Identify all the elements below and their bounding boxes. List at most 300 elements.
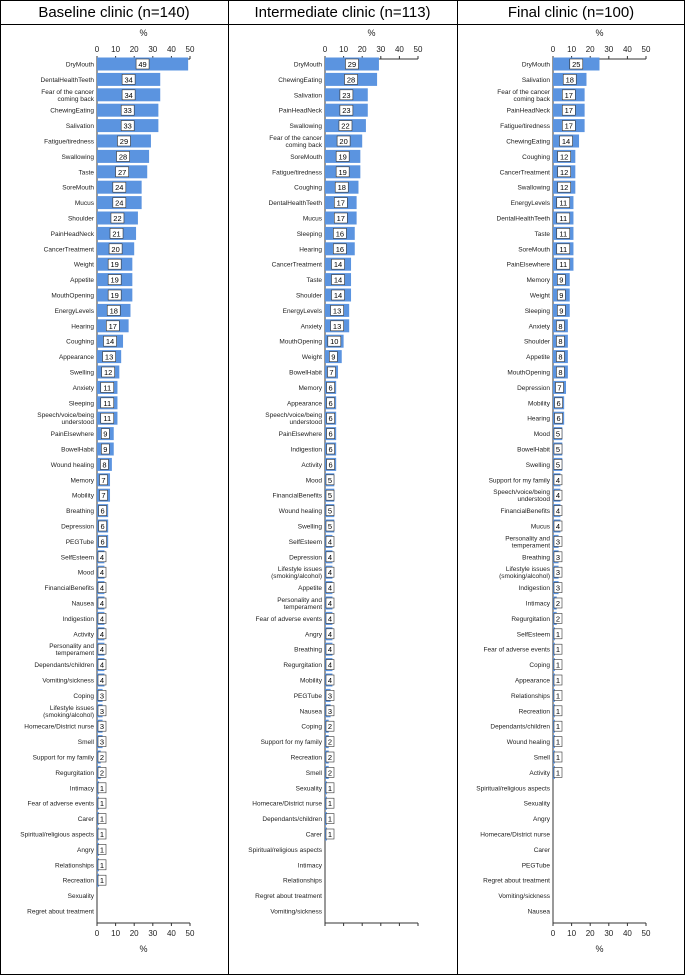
data-label: 2	[555, 599, 561, 608]
data-label: 1	[99, 876, 105, 886]
category-label: Mucus	[74, 200, 94, 208]
data-label: 21	[112, 229, 121, 239]
category-label: Vomiting/sickness	[498, 893, 550, 901]
data-label: 3	[555, 552, 561, 562]
category-label: Fear of the cancer	[41, 88, 94, 96]
data-label: 19	[338, 152, 347, 162]
category-label: MouthOpening	[279, 338, 322, 346]
data-label: 1	[327, 830, 333, 839]
x-tick-label-bottom: 40	[166, 929, 176, 938]
category-label: PainElsewhere	[506, 261, 550, 269]
data-label: 4	[555, 522, 561, 531]
data-label: 14	[333, 275, 343, 285]
category-label: Fatigue/tiredness	[500, 123, 550, 131]
data-label: 6	[328, 429, 333, 439]
data-label: 13	[332, 321, 342, 331]
data-label: 5	[555, 445, 561, 454]
category-label: Salivation	[293, 92, 322, 100]
category-label: coming back	[285, 142, 322, 149]
data-label: 1	[99, 860, 105, 870]
category-label: Regret about treatment	[27, 908, 94, 916]
x-tick-label-top: 50	[185, 45, 195, 54]
category-label: SelfEsteem	[516, 631, 550, 639]
category-label: Wound healing	[278, 508, 322, 516]
data-label: 16	[335, 229, 345, 239]
data-label: 6	[328, 398, 333, 408]
panel-title-intermediate: Intermediate clinic (n=113)	[254, 4, 431, 21]
x-tick-label-top: 10	[567, 45, 577, 54]
data-label: 14	[561, 137, 571, 146]
category-label: Taste	[306, 277, 322, 285]
data-label: 25	[572, 60, 581, 69]
category-label: CancerTreatment	[43, 246, 94, 254]
data-label: 4	[327, 599, 333, 608]
category-label: SoreMouth	[518, 246, 550, 254]
category-label: DryMouth	[293, 61, 322, 69]
category-label: Mobility	[527, 400, 550, 408]
category-label: Recreation	[62, 877, 94, 885]
category-label: Breathing	[66, 508, 94, 516]
category-label: understood	[289, 419, 322, 427]
data-label: 16	[335, 244, 345, 254]
data-label: 22	[113, 214, 122, 223]
x-axis-label-bottom: %	[139, 944, 148, 954]
category-label: Swelling	[297, 523, 322, 531]
data-label: 2	[327, 768, 333, 778]
category-label: Memory	[70, 477, 94, 485]
data-label: 6	[328, 460, 333, 470]
category-label: Spiritual/religious aspects	[248, 846, 322, 854]
data-label: 4	[99, 583, 105, 593]
category-label: Regret about treatment	[255, 893, 322, 901]
data-label: 4	[327, 614, 333, 624]
category-label: CancerTreatment	[499, 169, 550, 177]
data-label: 4	[99, 614, 105, 624]
category-label: (smoking/alcohol)	[43, 711, 94, 719]
data-label: 4	[327, 583, 333, 593]
data-label: 9	[103, 429, 108, 439]
data-label: 1	[555, 629, 561, 639]
category-label: Activity	[73, 631, 94, 639]
data-label: 19	[338, 167, 347, 177]
category-label: Swallowing	[289, 123, 322, 131]
data-label: 3	[555, 583, 561, 593]
category-label: Intimacy	[525, 600, 550, 608]
x-tick-label-top: 10	[111, 45, 121, 54]
x-tick-label-top: 20	[585, 45, 595, 54]
category-label: PainHeadNeck	[278, 107, 322, 115]
category-label: Support for my family	[488, 477, 550, 485]
data-label: 7	[557, 383, 562, 393]
category-label: EnergyLevels	[54, 307, 94, 315]
category-label: understood	[61, 419, 94, 427]
x-tick-label-top: 0	[550, 45, 556, 54]
data-label: 9	[103, 445, 108, 454]
data-label: 4	[327, 552, 333, 562]
data-label: 5	[327, 506, 333, 516]
data-label: 5	[555, 460, 561, 470]
category-label: Salivation	[521, 76, 550, 84]
data-label: 8	[558, 337, 563, 347]
data-label: 9	[559, 306, 564, 316]
category-label: DentalHealthTeeth	[40, 76, 94, 84]
data-label: 1	[327, 783, 333, 793]
data-label: 17	[564, 121, 573, 131]
data-label: 6	[556, 398, 561, 408]
data-label: 22	[341, 121, 350, 131]
category-label: Regret about treatment	[483, 877, 550, 885]
category-label: Smell	[77, 739, 94, 747]
data-label: 17	[108, 321, 117, 331]
category-label: Activity	[301, 461, 322, 469]
category-label: Smell	[305, 769, 322, 777]
category-label: Mood	[533, 431, 550, 439]
data-label: 13	[104, 352, 114, 362]
data-label: 9	[559, 275, 564, 285]
data-label: 4	[555, 491, 561, 501]
data-label: 4	[327, 645, 333, 655]
category-label: Indigestion	[290, 446, 322, 454]
data-label: 18	[109, 306, 118, 316]
x-tick-label-bottom: 50	[185, 929, 195, 938]
data-label: 6	[556, 414, 561, 424]
category-label: Memory	[298, 384, 322, 392]
category-label: understood	[517, 496, 550, 504]
category-label: Recreation	[518, 708, 550, 716]
category-label: Hearing	[299, 246, 322, 254]
data-label: 3	[327, 706, 333, 716]
data-label: 4	[327, 660, 333, 670]
data-label: 4	[99, 645, 105, 655]
category-label: CancerTreatment	[271, 261, 322, 269]
data-label: 11	[559, 244, 568, 254]
data-label: 2	[555, 614, 561, 624]
category-label: Coping	[529, 662, 550, 670]
x-tick-label-top: 50	[413, 45, 423, 54]
data-label: 6	[100, 522, 105, 531]
category-label: Shoulder	[523, 338, 550, 346]
data-label: 9	[331, 352, 336, 362]
category-label: Taste	[534, 230, 550, 238]
category-label: Speech/voice/being	[493, 489, 550, 497]
x-axis-label-bottom: %	[595, 944, 604, 954]
category-label: Personality and	[277, 597, 322, 604]
data-label: 12	[559, 152, 569, 162]
category-label: Mood	[77, 569, 94, 577]
category-label: Fear of the cancer	[269, 135, 322, 142]
data-label: 1	[99, 814, 105, 824]
category-label: ChewingEating	[506, 138, 550, 146]
category-label: PainElsewhere	[50, 431, 94, 439]
category-label: EnergyLevels	[282, 307, 322, 315]
data-label: 3	[99, 706, 105, 716]
category-label: Indigestion	[62, 615, 94, 623]
panel-title-baseline: Baseline clinic (n=140)	[38, 4, 190, 21]
category-label: temperament	[283, 604, 322, 611]
data-label: 7	[329, 368, 334, 377]
data-label: 3	[99, 737, 105, 747]
category-label: Breathing	[522, 554, 550, 562]
data-label: 4	[327, 676, 333, 685]
category-label: Intimacy	[69, 785, 94, 793]
data-label: 23	[342, 106, 351, 116]
category-label: Depression	[289, 554, 322, 562]
category-label: Breathing	[294, 646, 322, 654]
category-label: Memory	[526, 277, 550, 285]
data-label: 4	[555, 475, 561, 485]
category-label: Taste	[78, 169, 94, 177]
data-label: 2	[327, 737, 333, 747]
category-label: SoreMouth	[62, 184, 94, 192]
category-label: Swelling	[69, 369, 94, 377]
category-label: Mobility	[299, 677, 322, 685]
data-label: 11	[559, 260, 568, 270]
category-label: Personality and	[49, 643, 94, 651]
category-label: Mucus	[530, 523, 550, 531]
x-tick-label-top: 0	[94, 45, 100, 54]
category-label: PainHeadNeck	[50, 230, 94, 238]
data-label: 29	[347, 60, 357, 69]
category-label: Relationships	[282, 877, 322, 885]
data-label: 2	[99, 753, 105, 762]
category-label: Carer	[77, 816, 94, 824]
data-label: 11	[559, 214, 568, 223]
x-tick-label-bottom: 0	[94, 929, 100, 938]
category-label: Sleeping	[524, 307, 550, 315]
category-label: MouthOpening	[51, 292, 94, 300]
data-label: 1	[555, 676, 561, 685]
category-label: Angry	[77, 846, 94, 854]
data-label: 3	[555, 568, 561, 578]
data-label: 2	[327, 753, 333, 762]
data-label: 28	[118, 152, 128, 162]
data-label: 8	[558, 321, 563, 331]
category-label: coming back	[513, 95, 550, 103]
data-label: 17	[336, 198, 345, 208]
data-label: 11	[103, 414, 112, 424]
category-label: PainHeadNeck	[506, 107, 550, 115]
data-label: 17	[336, 214, 345, 223]
category-label: Swallowing	[517, 184, 550, 192]
x-tick-label-top: 40	[394, 45, 404, 54]
category-label: coming back	[57, 95, 94, 103]
category-label: Depression	[517, 384, 550, 392]
category-label: Sleeping	[68, 400, 94, 408]
category-label: Support for my family	[260, 739, 322, 747]
category-label: PainElsewhere	[278, 431, 322, 439]
category-label: DentalHealthTeeth	[268, 200, 322, 208]
category-label: Dependants/children	[262, 816, 322, 824]
category-label: Anxiety	[300, 323, 322, 331]
category-label: Relationships	[510, 692, 550, 700]
x-tick-label-top: 20	[129, 45, 139, 54]
data-label: 4	[327, 537, 333, 547]
category-label: Fear of adverse events	[27, 800, 94, 808]
x-tick-label-bottom: 10	[111, 929, 121, 938]
category-label: Speech/voice/being	[37, 412, 94, 420]
category-label: MouthOpening	[507, 369, 550, 377]
category-label: Speech/voice/being	[265, 412, 322, 420]
category-label: Nausea	[527, 908, 550, 916]
x-tick-label-top: 30	[376, 45, 386, 54]
category-label: Nausea	[71, 600, 94, 608]
data-label: 28	[346, 75, 356, 85]
category-label: Coughing	[66, 338, 94, 346]
data-label: 2	[99, 768, 105, 778]
data-label: 3	[99, 691, 105, 701]
x-tick-label-top: 40	[622, 45, 632, 54]
data-label: 1	[99, 783, 105, 793]
category-label: Weight	[301, 354, 322, 362]
data-label: 2	[327, 722, 333, 732]
data-label: 9	[559, 291, 564, 300]
data-label: 17	[564, 90, 573, 100]
category-label: Coughing	[522, 153, 550, 161]
x-tick-label-bottom: 30	[604, 929, 614, 938]
category-label: Fear of adverse events	[483, 646, 550, 654]
data-label: 1	[555, 660, 561, 670]
data-label: 1	[327, 814, 333, 824]
category-label: Fear of the cancer	[497, 88, 550, 96]
data-label: 6	[328, 414, 333, 424]
data-label: 34	[124, 90, 133, 100]
x-tick-label-top: 50	[641, 45, 651, 54]
data-label: 3	[555, 537, 561, 547]
data-label: 4	[327, 568, 333, 578]
data-label: 1	[99, 845, 105, 855]
category-label: Coping	[301, 723, 322, 731]
data-label: 20	[111, 244, 120, 254]
category-label: PEGTube	[521, 862, 550, 870]
x-tick-label-bottom: 40	[622, 929, 632, 938]
category-label: Lifestyle issues	[277, 566, 322, 574]
data-label: 4	[99, 676, 105, 685]
x-tick-label-bottom: 50	[641, 929, 651, 938]
data-label: 5	[327, 475, 333, 485]
category-label: EnergyLevels	[510, 200, 550, 208]
x-tick-label-top: 30	[148, 45, 158, 54]
data-label: 33	[123, 121, 132, 131]
category-label: (smoking/alcohol)	[499, 573, 550, 581]
category-label: Depression	[61, 523, 94, 531]
data-label: 5	[327, 522, 333, 531]
data-label: 11	[559, 229, 568, 239]
data-label: 4	[555, 506, 561, 516]
category-label: SoreMouth	[290, 153, 322, 161]
data-label: 1	[555, 722, 561, 732]
category-label: Appetite	[526, 354, 550, 362]
category-label: Appearance	[514, 677, 550, 685]
category-label: Intimacy	[297, 862, 322, 870]
x-tick-label-top: 30	[604, 45, 614, 54]
data-label: 5	[555, 429, 561, 439]
category-label: DryMouth	[65, 61, 94, 69]
data-label: 1	[99, 830, 105, 839]
category-label: Sexuality	[523, 800, 550, 808]
data-label: 3	[327, 691, 333, 701]
data-label: 17	[564, 106, 573, 116]
category-label: Swelling	[525, 461, 550, 469]
data-label: 11	[559, 198, 568, 208]
category-label: Coping	[73, 692, 94, 700]
category-label: Anxiety	[528, 323, 550, 331]
category-label: Shoulder	[67, 215, 94, 223]
data-label: 3	[99, 722, 105, 732]
category-label: SelfEsteem	[288, 538, 322, 546]
category-label: FinancialBenefits	[500, 508, 550, 516]
category-label: Appearance	[286, 400, 322, 408]
data-label: 19	[110, 291, 119, 300]
panel-title-final: Final clinic (n=100)	[507, 4, 635, 21]
category-label: Hearing	[527, 415, 550, 423]
data-label: 1	[555, 737, 561, 747]
x-tick-label-top: 10	[339, 45, 349, 54]
data-label: 1	[555, 706, 561, 716]
data-label: 19	[110, 260, 119, 270]
data-label: 5	[327, 491, 333, 501]
data-label: 29	[119, 137, 129, 146]
data-label: 49	[138, 60, 147, 69]
category-label: BowelHabit	[61, 446, 94, 454]
category-label: Fatigue/tiredness	[272, 169, 322, 177]
data-label: 1	[327, 799, 333, 809]
x-tick-label-bottom: 0	[550, 929, 556, 938]
category-label: Wound healing	[50, 461, 94, 469]
category-label: FinancialBenefits	[44, 585, 94, 593]
category-label: Lifestyle issues	[49, 704, 94, 712]
x-tick-label-bottom: 10	[567, 929, 577, 938]
data-label: 8	[558, 368, 563, 377]
x-axis-label-top: %	[595, 28, 604, 38]
category-label: Sleeping	[296, 230, 322, 238]
data-label: 23	[342, 90, 351, 100]
category-label: temperament	[55, 650, 94, 658]
data-label: 4	[99, 660, 105, 670]
data-label: 14	[333, 291, 343, 300]
category-label: BowelHabit	[517, 446, 550, 454]
category-label: Weight	[73, 261, 94, 269]
category-label: DentalHealthTeeth	[496, 215, 550, 223]
category-label: Regurgitation	[283, 662, 322, 670]
data-label: 8	[102, 460, 107, 470]
category-label: Regurgitation	[55, 769, 94, 777]
data-label: 4	[327, 629, 333, 639]
data-label: 1	[555, 768, 561, 778]
category-label: Carer	[533, 846, 550, 854]
data-label: 24	[115, 183, 124, 193]
x-axis-label-top: %	[139, 28, 148, 38]
category-label: Dependants/children	[490, 723, 550, 731]
category-label: Fatigue/tiredness	[44, 138, 94, 146]
category-label: Wound healing	[506, 739, 550, 747]
category-label: Support for my family	[32, 754, 94, 762]
category-label: Lifestyle issues	[505, 566, 550, 574]
category-label: temperament	[511, 542, 550, 550]
category-label: (smoking/alcohol)	[271, 573, 322, 581]
category-label: Weight	[529, 292, 550, 300]
category-label: Hearing	[71, 323, 94, 331]
data-label: 6	[328, 383, 333, 393]
data-label: 12	[103, 368, 113, 377]
category-label: PEGTube	[293, 692, 322, 700]
category-label: Spiritual/religious aspects	[20, 831, 94, 839]
data-label: 19	[110, 275, 119, 285]
category-label: Nausea	[299, 708, 322, 716]
data-label: 34	[124, 75, 133, 85]
x-tick-label-top: 40	[166, 45, 176, 54]
category-label: Shoulder	[295, 292, 322, 300]
data-label: 4	[99, 568, 105, 578]
